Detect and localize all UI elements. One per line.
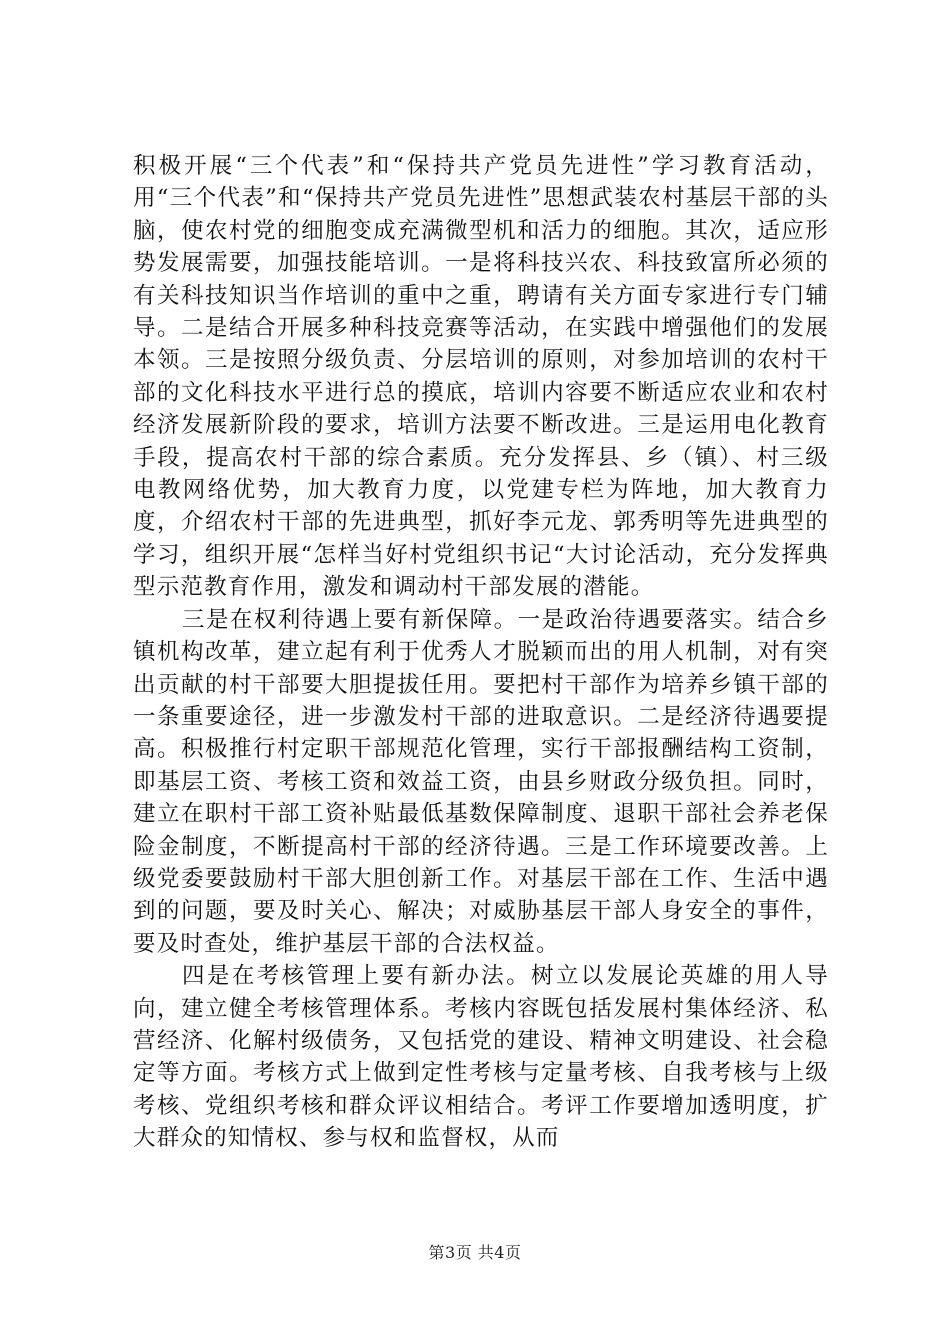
paragraph-2: 三是在权利待遇上要有新保障。一是政治待遇要落实。结合乡镇机构改革，建立起有利于优秀人才脱颖而出的用人机制，对有突出贡献的村干部要大胆提拔任用。要把村干部作为培养乡镇干部的一条重要途径，进一步激发村干部的进取意识。二是经济待遇要提高。积极推行村定职干部规范化管理，实行干部报酬结构工资制，即基层工资、考核工资和效益工资，由县乡财政分级负担。同时，建立在职村干部工资补贴最低基数保障制度、退职干部社会养老保险金制度，不断提高村干部的经济待遇。三是工作环境要改善。上级党委要鼓励村干部大胆创新工作。对基层干部在工作、生活中遇到的问题，要及时关心、解决；对威胁基层干部人身安全的事件，要及时查处，维护基层干部的合法权益。 xyxy=(133,606,829,957)
paragraph-1: 积极开展“三个代表”和“保持共产党员先进性”学习教育活动，用“三个代表”和“保持共产党员先进性”思想武装农村基层干部的头脑，使农村党的细胞变成充满微型机和活力的细胞。其次，适应形势发展需要，加强技能培训。一是将科技兴农、科技致富所必须的有关科技知识当作培训的重中之重，聘请有关方面专家进行专门辅导。二是结合开展多种科技竞赛等活动，在实践中增强他们的发展本领。三是按照分级负责、分层培训的原则，对参加培训的农村干部的文化科技水平进行总的摸底，培训内容要不断适应农业和农村经济发展新阶段的要求，培训方法要不断改进。三是运用电化教育手段，提高农村干部的综合素质。充分发挥县、乡（镇）、村三级电教网络优势，加大教育力度，以党建专栏为阵地，加大教育力度，介绍农村干部的先进典型，抓好李元龙、郭秀明等先进典型的学习，组织开展“怎样当好村党组织书记“大讨论活动，充分发挥典型示范教育作用，激发和调动村干部发展的潜能。 xyxy=(133,153,829,601)
paragraph-3: 四是在考核管理上要有新办法。树立以发展论英雄的用人导向，建立健全考核管理体系。考核内容既包括发展村集体经济、私营经济、化解村级债务，又包括党的建设、精神文明建设、社会稳定等方面。考核方式上做到定性考核与定量考核、自我考核与上级考核、党组织考核和群众评议相结合。考评工作要增加透明度，扩大群众的知情权、参与权和监督权，从而 xyxy=(133,963,829,1152)
page-number-footer: 第3页 共4页 xyxy=(428,1243,522,1262)
document-body xyxy=(133,150,829,1155)
